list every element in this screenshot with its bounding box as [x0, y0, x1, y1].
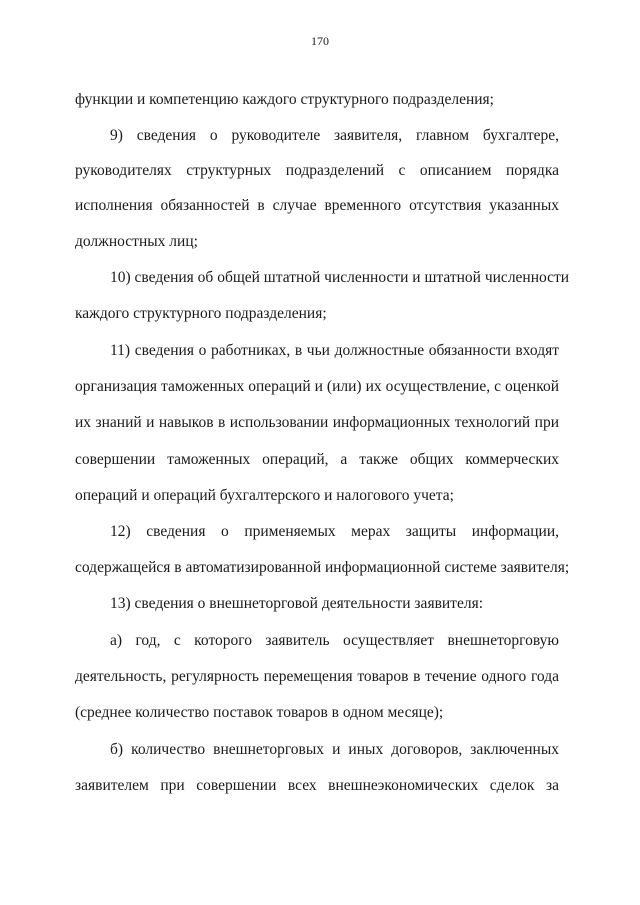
text-line: б) количество внешнеторговых и иных договоров, заключенных [110, 741, 559, 758]
text-line: содержащейся в автоматизированной информационной системе заявителя; [75, 559, 570, 576]
text-line: должностных лиц; [75, 233, 198, 250]
text-line: 13) сведения о внешнеторговой деятельности заявителя: [110, 595, 484, 612]
text-line: операций и операций бухгалтерского и налогового учета; [75, 487, 454, 504]
text-line: совершении таможенных операций, а также общих коммерческих [75, 451, 559, 468]
text-line: а) год, с которого заявитель осуществляет внешнеторговую [110, 632, 559, 649]
text-line: организация таможенных операций и (или) их осуществление, с оценкой [75, 378, 559, 395]
text-line: (среднее количество поставок товаров в одном месяце); [75, 704, 444, 721]
text-line: исполнения обязанностей в случае временного отсутствия указанных [75, 197, 559, 214]
text-line: 11) сведения о работниках, в чьи должностные обязанности входят [110, 342, 559, 359]
text-line: 10) сведения об общей штатной численности и штатной численности [110, 269, 570, 286]
text-line: их знаний и навыков в использовании информационных технологий при [75, 414, 559, 431]
text-line: функции и компетенцию каждого структурного подразделения; [75, 91, 494, 108]
text-line: деятельность, регулярность перемещения товаров в течение одного года [75, 668, 559, 685]
text-line: 12) сведения о применяемых мерах защиты информации, [110, 523, 559, 540]
page-number: 170 [311, 34, 329, 48]
text-line: заявителем при совершении всех внешнеэкономических сделок за [75, 777, 559, 794]
text-line: 9) сведения о руководителе заявителя, главном бухгалтере, [110, 127, 559, 144]
text-line: руководителях структурных подразделений с описанием порядка [75, 162, 559, 179]
text-line: каждого структурного подразделения; [75, 305, 327, 322]
